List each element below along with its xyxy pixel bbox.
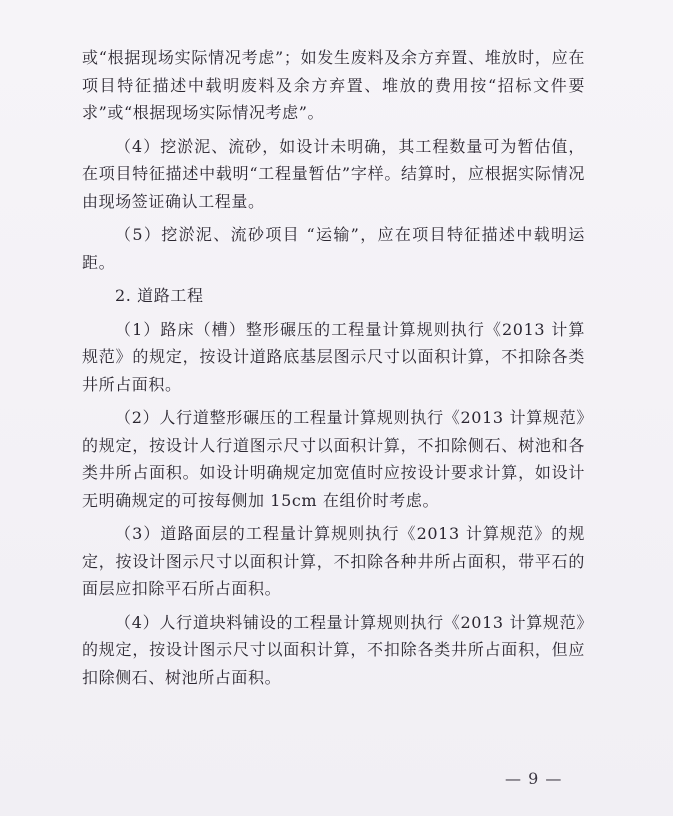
page-number: — 9 — [505, 769, 563, 788]
paragraph-item-5-silt-transport: （5）挖淤泥、流砂项目 “运输”，应在项目特征描述中载明运距。 [82, 225, 585, 272]
paragraph-continued-waste-disposal: 或“根据现场实际情况考虑”；如发生废料及余方弃置、堆放时，应在项目特征描述中载明废料及余方弃置、堆放的费用按“招标文件要求”或“根据现场实际情况考虑”。 [82, 48, 585, 122]
paragraph-item-4-silt-quantity: （4）挖淤泥、流砂，如设计未明确，其工程数量可为暂估值，在项目特征描述中载明“工程量暂估”字样。结算时，应根据实际情况由现场签证确认工程量。 [82, 136, 585, 211]
paragraph-item-4-sidewalk-paving: （4）人行道块料铺设的工程量计算规则执行《2013 计算规范》的规定，按设计图示尺寸以面积计算，不扣除各类井所占面积，但应扣除侧石、树池所占面积。 [82, 612, 585, 687]
paragraph-item-1-subgrade: （1）路床（槽）整形碾压的工程量计算规则执行《2013 计算规范》的规定，按设计道路底基层图示尺寸以面积计算，不扣除各类井所占面积。 [82, 319, 585, 394]
paragraph-item-2-sidewalk-rolling: （2）人行道整形碾压的工程量计算规则执行《2013 计算规范》的规定，按设计人行道图示尺寸以面积计算，不扣除侧石、树池和各类井所占面积。如设计明确规定加宽值时应按设计要求计算，如设计无明确规定的可按每侧加 15cm 在组价时考虑。 [82, 408, 585, 510]
paragraph-item-3-road-surface: （3）道路面层的工程量计算规则执行《2013 计算规范》的规定，按设计图示尺寸以面积计算，不扣除各种井所占面积，带平石的面层应扣除平石所占面积。 [82, 524, 585, 598]
section-heading-road-works: 2. 道路工程 [115, 286, 204, 305]
